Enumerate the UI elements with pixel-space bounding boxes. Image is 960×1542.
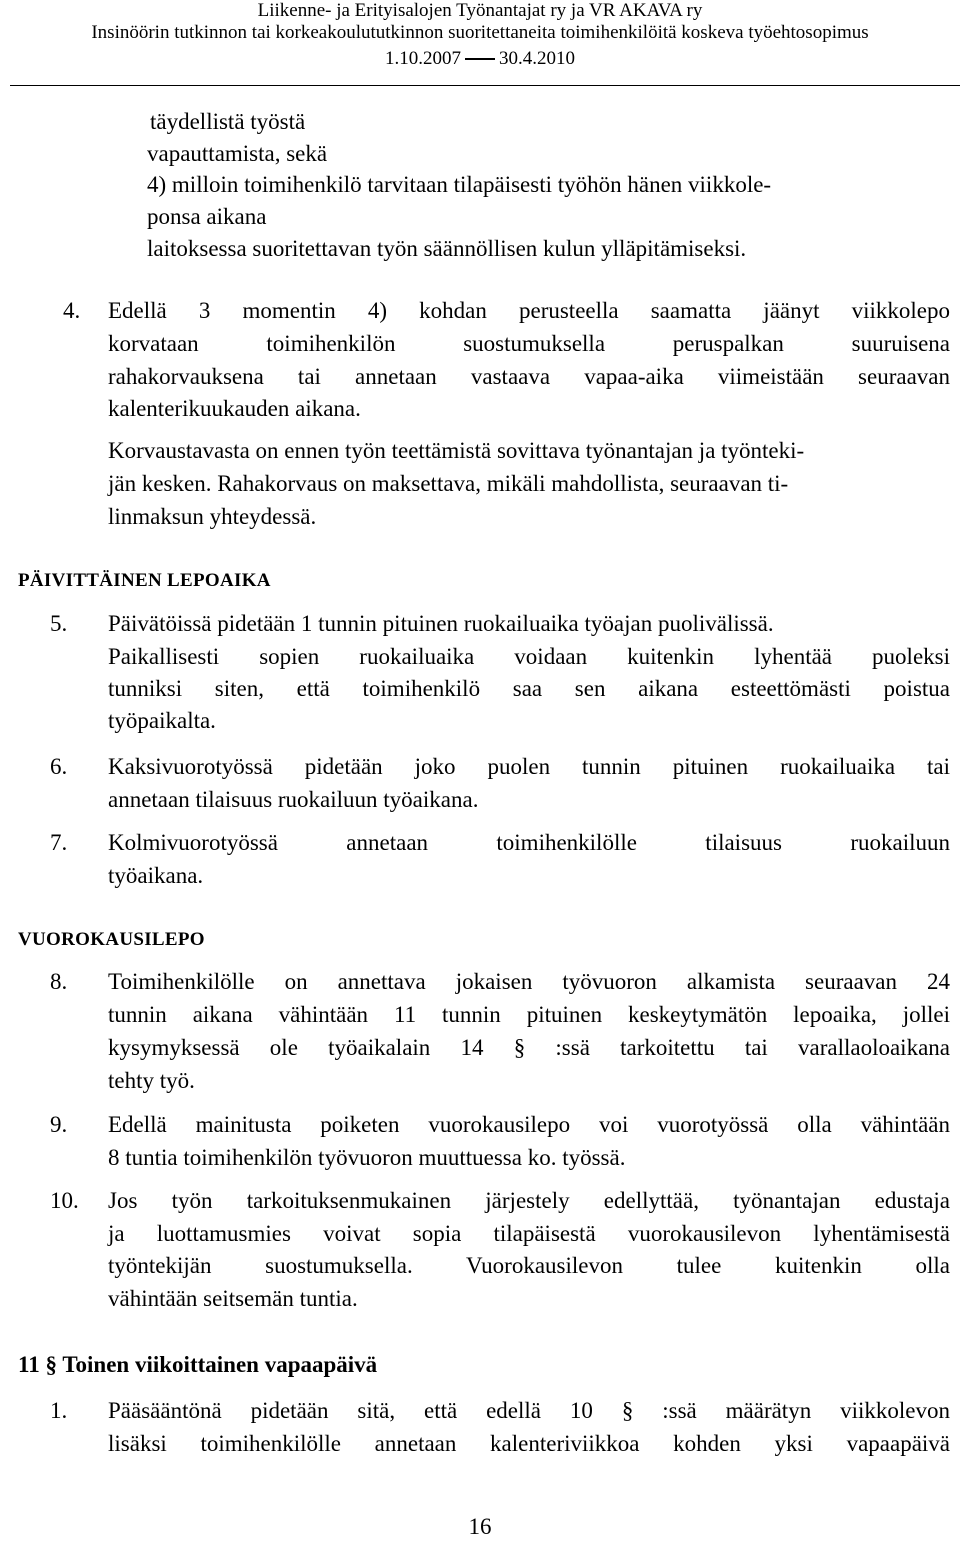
para-line: Kaksivuorotyössä pidetään joko puolen tunnin pituinen ruokailuaika tai [108, 754, 950, 779]
intro-line: 4) milloin toimihenkilö tarvitaan tilapäisesti työhön hänen viikkole- [147, 172, 772, 197]
para-line: tehty työ. [108, 1068, 195, 1093]
para-line: Kolmivuorotyössä annetaan toimihenkilölle tilaisuus ruokailuun [108, 830, 950, 855]
page-number: 16 [468, 1514, 492, 1539]
para-line: Pääsääntönä pidetään sitä, että edellä 10 § :ssä määrätyn viikkolevon [108, 1398, 950, 1423]
header-rule [10, 85, 960, 86]
para-line: Jos työn tarkoituksenmukainen järjestely edellyttää, työnantajan edustaja [108, 1188, 950, 1213]
para-line: rahakorvauksena tai annetaan vastaava vapaa-aika viimeistään seuraavan [108, 364, 950, 389]
para-number: 4. [63, 298, 81, 323]
para-line: Päivätöissä pidetään 1 tunnin pituinen ruokailuaika työajan puolivälissä. [108, 611, 774, 636]
para-number: 6. [50, 754, 68, 779]
intro-line: laitoksessa suoritettavan työn säännöllisen kulun ylläpitämiseksi. [147, 236, 747, 261]
para-line: kysymyksessä ole työaikalain 14 § :ssä tarkoitettu tai varallaoloaikana [108, 1035, 950, 1060]
para-line: 8 tuntia toimihenkilön työvuoron muuttuessa ko. työssä. [108, 1145, 626, 1170]
para-line: Toimihenkilölle on annettava jokaisen työvuoron alkamista seuraavan 24 [108, 969, 950, 994]
intro-line: ponsa aikana [147, 204, 267, 229]
header-line-2: Insinöörin tutkinnon tai korkeakoulututkinnon suoritettaneita toimihenkilöitä koskeva työehtosopimus [91, 22, 869, 43]
dash-divider [465, 58, 495, 60]
para-line: vähintään seitsemän tuntia. [108, 1286, 358, 1311]
para-number: 1. [50, 1398, 68, 1423]
para-number: 8. [50, 969, 68, 994]
para-number: 5. [50, 611, 68, 636]
para-line: tunniksi siten, että toimihenkilö saa sen aikana esteettömästi poistua [108, 676, 950, 701]
para-line: tunnin aikana vähintään 11 tunnin pituinen keskeytymätön lepoaika, jollei [108, 1002, 950, 1027]
para-line: Edellä mainitusta poiketen vuorokausilepo voi vuorotyössä olla vähintään [108, 1112, 950, 1137]
para-line: jän kesken. Rahakorvaus on maksettava, mikäli mahdollista, seuraavan ti- [108, 471, 789, 496]
para-line: lisäksi toimihenkilölle annetaan kalenteriviikkoa kohden yksi vapaapäivä [108, 1431, 950, 1456]
section-heading: VUOROKAUSILEPO [18, 929, 205, 950]
intro-line: vapauttamista, sekä [147, 141, 328, 166]
para-line: kalenterikuukauden aikana. [108, 396, 361, 421]
intro-line: täydellistä työstä [150, 109, 306, 134]
para-number: 7. [50, 830, 68, 855]
para-line: ja luottamusmies voivat sopia tilapäisestä vuorokausilevon lyhentämisestä [108, 1221, 950, 1246]
para-number: 9. [50, 1112, 68, 1137]
header-validity [0, 48, 960, 70]
para-number: 10. [50, 1188, 79, 1213]
para-line: annetaan tilaisuus ruokailuun työaikana. [108, 787, 479, 812]
section-11-heading: 11 § Toinen viikoittainen vapaapäivä [18, 1352, 378, 1377]
header-date-end: 30.4.2010 [499, 48, 575, 69]
para-line: työpaikalta. [108, 708, 216, 733]
para-line: työntekijän suostumuksella. Vuorokausilevon tulee kuitenkin olla [108, 1253, 950, 1278]
header-date-start: 1.10.2007 [385, 48, 461, 69]
header-line-1: Liikenne- ja Erityisalojen Työnantajat ry ja VR AKAVA ry [257, 0, 703, 21]
section-heading: PÄIVITTÄINEN LEPOAIKA [18, 570, 271, 591]
para-line: työaikana. [108, 863, 204, 888]
para-line: Edellä 3 momentin 4) kohdan perusteella saamatta jäänyt viikkolepo [108, 298, 950, 323]
para-line: Paikallisesti sopien ruokailuaika voidaan kuitenkin lyhentää puoleksi [108, 644, 950, 669]
para-line: linmaksun yhteydessä. [108, 504, 317, 529]
para-line: Korvaustavasta on ennen työn teettämistä sovittava työnantajan ja työnteki- [108, 438, 805, 463]
para-line: korvataan toimihenkilön suostumuksella peruspalkan suuruisena [108, 331, 950, 356]
